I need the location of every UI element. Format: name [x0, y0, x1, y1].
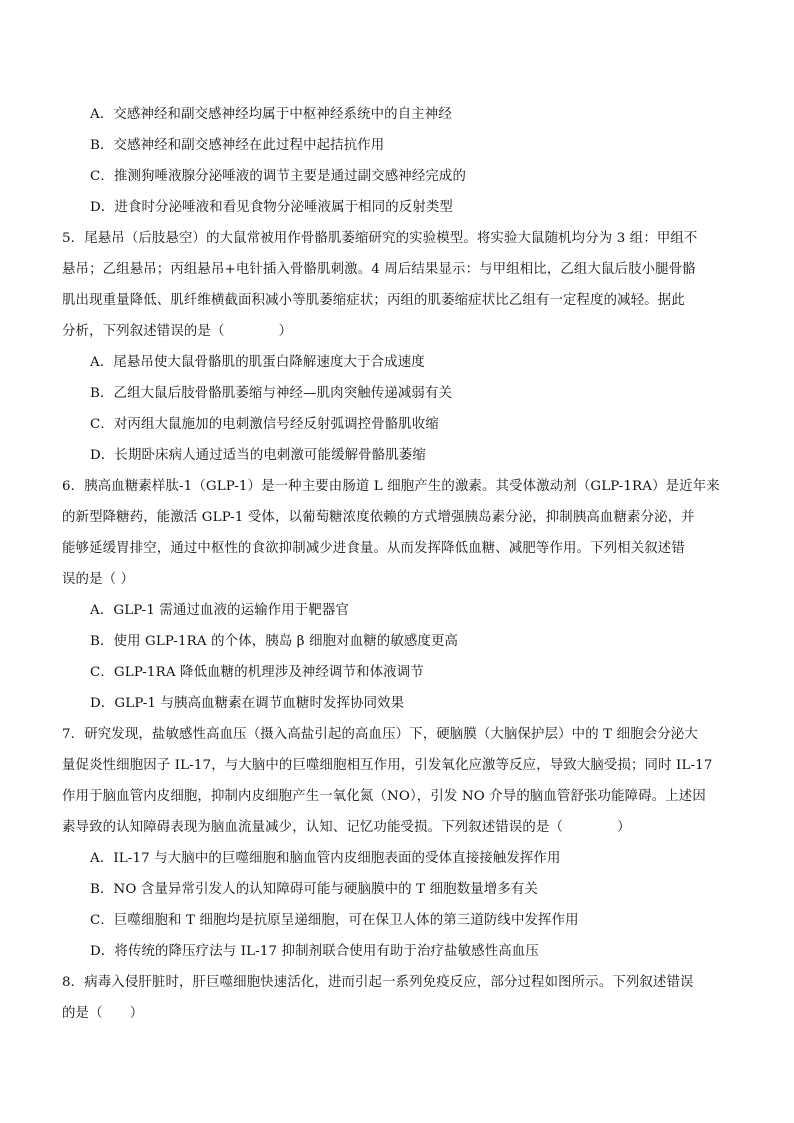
q6-stem-line: 误的是（ ） — [62, 572, 135, 587]
q8-stem-line: 的是（ ） — [62, 1006, 144, 1021]
q7-option-a: A．IL-17 与大脑中的巨噬细胞和脑血管内皮细胞表面的受体直接接触发挥作用 — [90, 851, 561, 866]
q6-stem-line: 的新型降糖药，能激活 GLP-1 受体，以葡萄糖浓度依赖的方式增强胰岛素分泌，抑制胰高血糖素分泌，并 — [62, 510, 695, 525]
q7-option-b: B．NO 含量异常引发人的认知障碍可能与硬脑膜中的 T 细胞数量增多有关 — [90, 882, 538, 897]
question-5 — [62, 223, 744, 471]
q7-option-d: D．将传统的降压疗法与 IL-17 抑制剂联合使用有助于治疗盐敏感性高血压 — [90, 944, 539, 959]
q7-stem-line: 素导致的认知障碍表现为脑血流量减少，认知、记忆功能受损。下列叙述错误的是（ ） — [62, 820, 631, 835]
q6-stem-line: 能够延缓胃排空，通过中枢性的食欲抑制减少进食量。从而发挥降低血糖、减肥等作用。下列相关叙述错 — [62, 541, 685, 556]
q6-option-a: A．GLP-1 需通过血液的运输作用于靶器官 — [90, 603, 349, 618]
q5-option-a: A．尾悬吊使大鼠骨骼肌的肌蛋白降解速度大于合成速度 — [90, 355, 425, 370]
question-7 — [62, 719, 744, 967]
q7-stem-line: 作用于脑血管内皮细胞，抑制内皮细胞产生一氧化氮（NO），引发 NO 介导的脑血管舒张功能障碍。上述因 — [62, 789, 706, 804]
q4-option-b: B．交感神经和副交感神经在此过程中起拮抗作用 — [90, 138, 385, 153]
q8-stem-line: 8．病毒入侵肝脏时，肝巨噬细胞快速活化，进而引起一系列免疫反应，部分过程如图所示。下列叙述错误 — [62, 975, 694, 990]
q5-option-b: B．乙组大鼠后肢骨骼肌萎缩与神经—肌肉突触传递减弱有关 — [90, 386, 453, 401]
q5-stem-line: 分析，下列叙述错误的是（ ） — [62, 324, 293, 339]
q5-option-c: C．对丙组大鼠施加的电刺激信号经反射弧调控骨骼肌收缩 — [90, 417, 439, 432]
q7-stem-line: 7．研究发现，盐敏感性高血压（摄入高盐引起的高血压）下，硬脑膜（大脑保护层）中的 T 细胞会分泌大 — [62, 727, 698, 742]
q5-option-d: D．长期卧床病人通过适当的电刺激可能缓解骨骼肌萎缩 — [90, 448, 426, 463]
question-4-options — [62, 99, 744, 223]
q4-option-a: A．交感神经和副交感神经均属于中枢神经系统中的自主神经 — [90, 107, 452, 122]
q7-option-c: C．巨噬细胞和 T 细胞均是抗原呈递细胞，可在保卫人体的第三道防线中发挥作用 — [90, 913, 579, 928]
q5-stem-line: 肌出现重量降低、肌纤维横截面积减小等肌萎缩症状；丙组的肌萎缩症状比乙组有一定程度的减轻。据此 — [62, 293, 685, 308]
q5-stem-line: 悬吊；乙组悬吊；丙组悬吊+电针插入骨骼肌刺激。4 周后结果显示：与甲组相比，乙组大鼠后肢小腿骨骼 — [62, 262, 696, 277]
q4-option-c: C．推测狗唾液腺分泌唾液的调节主要是通过副交感神经完成的 — [90, 169, 466, 184]
q5-stem-line: 5．尾悬吊（后肢悬空）的大鼠常被用作骨骼肌萎缩研究的实验模型。将实验大鼠随机均分为 3 组：甲组不 — [62, 231, 698, 246]
question-8 — [62, 967, 744, 1029]
q4-option-d: D．进食时分泌唾液和看见食物分泌唾液属于相同的反射类型 — [90, 200, 453, 215]
question-6 — [62, 471, 744, 719]
q6-option-c: C．GLP-1RA 降低血糖的机理涉及神经调节和体液调节 — [90, 665, 424, 680]
q6-stem-line: 6．胰高血糖素样肽-1（GLP-1）是一种主要由肠道 L 细胞产生的激素。其受体激动剂（GLP-1RA）是近年来 — [62, 479, 720, 494]
q6-option-b: B．使用 GLP-1RA 的个体，胰岛 β 细胞对血糖的敏感度更高 — [90, 634, 459, 649]
q6-option-d: D．GLP-1 与胰高血糖素在调节血糖时发挥协同效果 — [90, 696, 405, 711]
q7-stem-line: 量促炎性细胞因子 IL-17，与大脑中的巨噬细胞相互作用，引发氧化应激等反应，导致大脑受损；同时 IL-17 — [62, 758, 713, 773]
